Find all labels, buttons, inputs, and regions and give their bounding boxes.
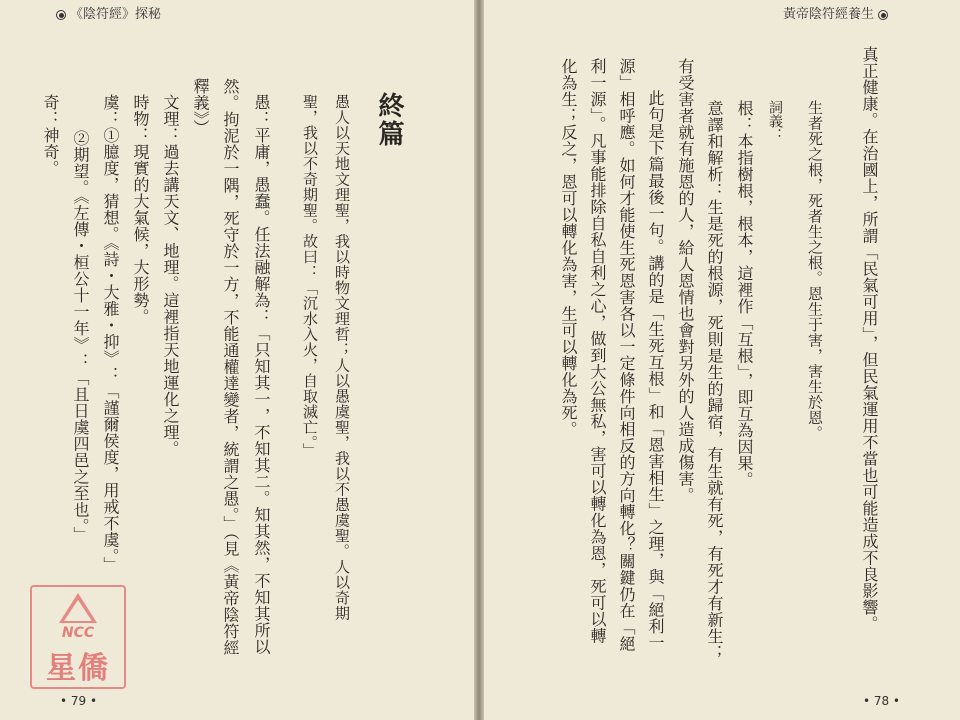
bullet-icon: [56, 10, 66, 20]
stamp-label: NCC: [61, 625, 95, 641]
right-page-number: • 78 •: [862, 694, 900, 708]
stamp-name: 星僑: [46, 651, 110, 686]
text-line-quote: 生者死之根，死者生之根。恩生于害，害生於恩。: [806, 100, 824, 441]
note-line: 愚：平庸，愚蠢。任法融解為：「只知其一，不知其二。知其然，不知其所以: [252, 94, 271, 655]
note-line: 釋義》）: [191, 78, 210, 136]
note-line: 奇：神奇。: [41, 94, 60, 177]
text-line: 有受害者就有施恩的人，給人恩情也會對另外的人造成傷害。: [676, 58, 695, 504]
bullet-icon: [878, 10, 888, 20]
text-line: 化為生；反之，恩可以轉化為害，生可以轉化為死。: [559, 58, 578, 438]
text-line-label: 詞義：: [767, 100, 783, 142]
right-header-text: 黃帝陰符經養生: [782, 7, 874, 22]
chapter-heading: 終篇: [374, 92, 404, 148]
note-line: 文理：過去講天文、地理。這裡指天地運化之理。: [161, 94, 180, 457]
left-running-head: [56, 6, 161, 24]
ncc-watermark-stamp: [30, 585, 126, 689]
note-line: ②期望。《左傳・桓公十一年》：「且日虞四邑之至也。」: [71, 130, 90, 543]
note-line: 虞：①臆度，猜想。《詩・大雅・抑》：「謹爾侯度，用戒不虞。」: [101, 94, 120, 573]
text-line: 此句是下篇最後一句。講的是「生死互根」和「恩害相生」之理，與「絕利一: [646, 90, 665, 651]
right-running-head: [783, 6, 888, 24]
stamp-triangle-logo: [59, 593, 97, 623]
left-header-text: 《陰符經》探秘: [70, 7, 162, 22]
note-line: 時物：現實的大氣候，大形勢。: [131, 94, 150, 325]
right-page: [484, 0, 960, 720]
quote-line-2: 聖，我以不奇期聖。故曰：「沉水入火，自取滅亡。」: [301, 94, 319, 459]
note-line: 然。拘泥於一隅，死守於一方，不能通權達變者，統謂之愚。」（見《黃帝陰符經: [221, 78, 240, 656]
text-line: 根：本指樹根，根本，這裡作「互根」，即互為因果。: [735, 100, 754, 488]
text-line: 意譯和解析：生是死的根源，死則是生的歸宿，有生就有死，有死才有新生；: [705, 100, 724, 661]
book-gutter: [474, 0, 484, 720]
text-line: 利一源」。凡事能排除自私自利之心，做到大公無私，害可以轉化為恩，死可以轉: [588, 58, 607, 644]
left-page: [0, 0, 474, 720]
text-line: 真正健康。在治國上，所謂「民氣可用」，但民氣運用不當也可能造成不良影響。: [860, 46, 879, 632]
text-line: 源」相呼應。如何才能使生死恩害各以一定條件向相反的方向轉化？關鍵仍在「絕: [617, 58, 636, 652]
left-page-number: • 79 •: [60, 694, 98, 708]
quote-line-1: 愚人以天地文理聖，我以時物文理哲；人以愚虞聖，我以不愚虞聖。人以奇期: [333, 94, 351, 621]
